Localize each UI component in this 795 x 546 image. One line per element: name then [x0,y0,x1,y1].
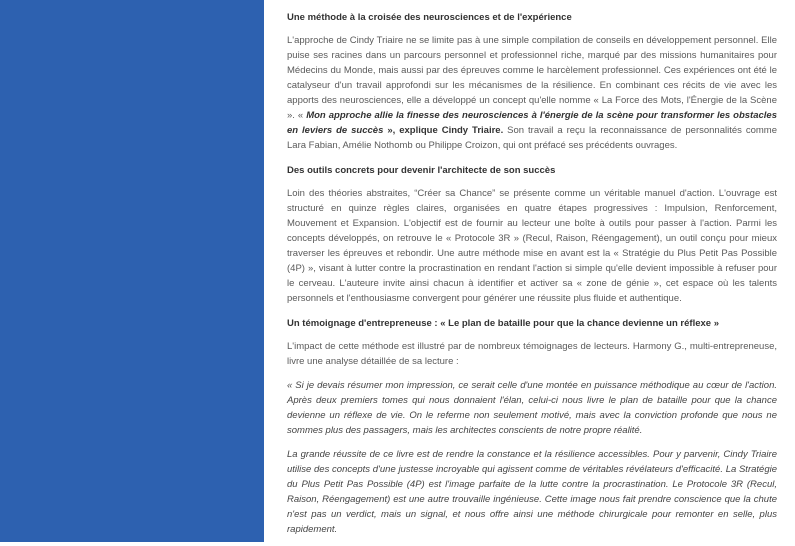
left-sidebar-panel [0,0,264,542]
paragraph-2: Loin des théories abstraites, “Créer sa Chance” se présente comme un véritable manuel d'action. L'ouvrage est structuré en quinze règles claires, organisées en quatre étapes progressives : Impulsion, Renforcement, Mouvement et Expansion. L'objectif est de fournir au lecteur une boîte à outils pour passer à l'action. Parmi les concepts développés, on retrouve le « Protocole 3R » (Recul, Raison, Réengagement), un outil conçu pour mieux traverser les épreuves et rebondir. Une autre méthode mise en avant est la « Stratégie du Plus Petit Pas Possible (4P) », visant à lutter contre la procrastination en rendant l'action si simple qu'elle devient impossible à refuser pour le cerveau. L'auteure invite ainsi chacun à identifier et activer sa « zone de génie », cet espace où les talents personnels et l'enthousiasme convergent pour générer une réussite plus fluide et authentique. [287,188,777,304]
article-body [287,0,777,546]
testimonial-quote-1: « Si je devais résumer mon impression, ce serait celle d'une montée en puissance méthodique au cœur de l'action. Après deux premiers tomes qui nous donnaient l'élan, celui-ci nous livre le plan de bataille pour que la chance devienne un réflexe de vie. On le referme non seulement motivé, mais avec la conviction profonde que nous ne sommes plus des passagers, mais les architectes conscients de notre propre réalité. [287,380,777,436]
paragraph-1-end: Son travail a reçu la reconnaissance de personnalités comme Lara Fabian, Amélie Nothomb ou Philippe Croizon, qui ont préfacé ses précédents ouvrages. [287,125,777,151]
paragraph-1-attribution: », explique Cindy Triaire. [383,125,504,136]
section-heading-2: Des outils concrets pour devenir l'architecte de son succès [287,165,556,176]
section-heading-3: Un témoignage d'entrepreneuse : « Le plan de bataille pour que la chance devienne un réflexe » [287,318,719,329]
paragraph-3: L'impact de cette méthode est illustré par de nombreux témoignages de lecteurs. Harmony G., multi-entrepreneuse, livre une analyse détaillée de sa lecture : [287,341,777,367]
paragraph-1-text: L'approche de Cindy Triaire ne se limite pas à une simple compilation de conseils en développement personnel. Elle puise ses racines dans un parcours personnel et professionnel riche, marqué par des missions humanitaires pour Médecins du Monde, mais aussi par des épreuves comme le harcèlement professionnel. Ces expériences ont été le catalyseur d'un travail approfondi sur les mécanismes de la résilience. En combinant ces récits de vie avec les apports des neurosciences, elle a développé un concept qu'elle nomme « La Force des Mots, l'Énergie de la Scène ». « [287,35,777,121]
paragraph-1-quote: Mon approche allie la finesse des neurosciences à l'énergie de la scène pour transformer les obstacles en leviers de succès [287,110,777,136]
paragraph-1 [287,33,777,153]
section-heading-1: Une méthode à la croisée des neurosciences et de l'expérience [287,12,572,23]
testimonial-quote-2: La grande réussite de ce livre est de rendre la constance et la résilience accessibles. Pour y parvenir, Cindy Triaire utilise des concepts d'une justesse incroyable qui agissent comme de véritables révélateurs d'efficacité. La Stratégie du Plus Petit Pas Possible (4P) est l'image parfaite de la lutte contre la procrastination. Le Protocole 3R (Recul, Raison, Réengagement) est une autre trouvaille ingénieuse. Cette image nous fait prendre conscience que la chute n'est pas un verdict, mais un signal, et nous offre ainsi une méthode chirurgicale pour remonter en selle, plus rapidement. [287,449,777,535]
